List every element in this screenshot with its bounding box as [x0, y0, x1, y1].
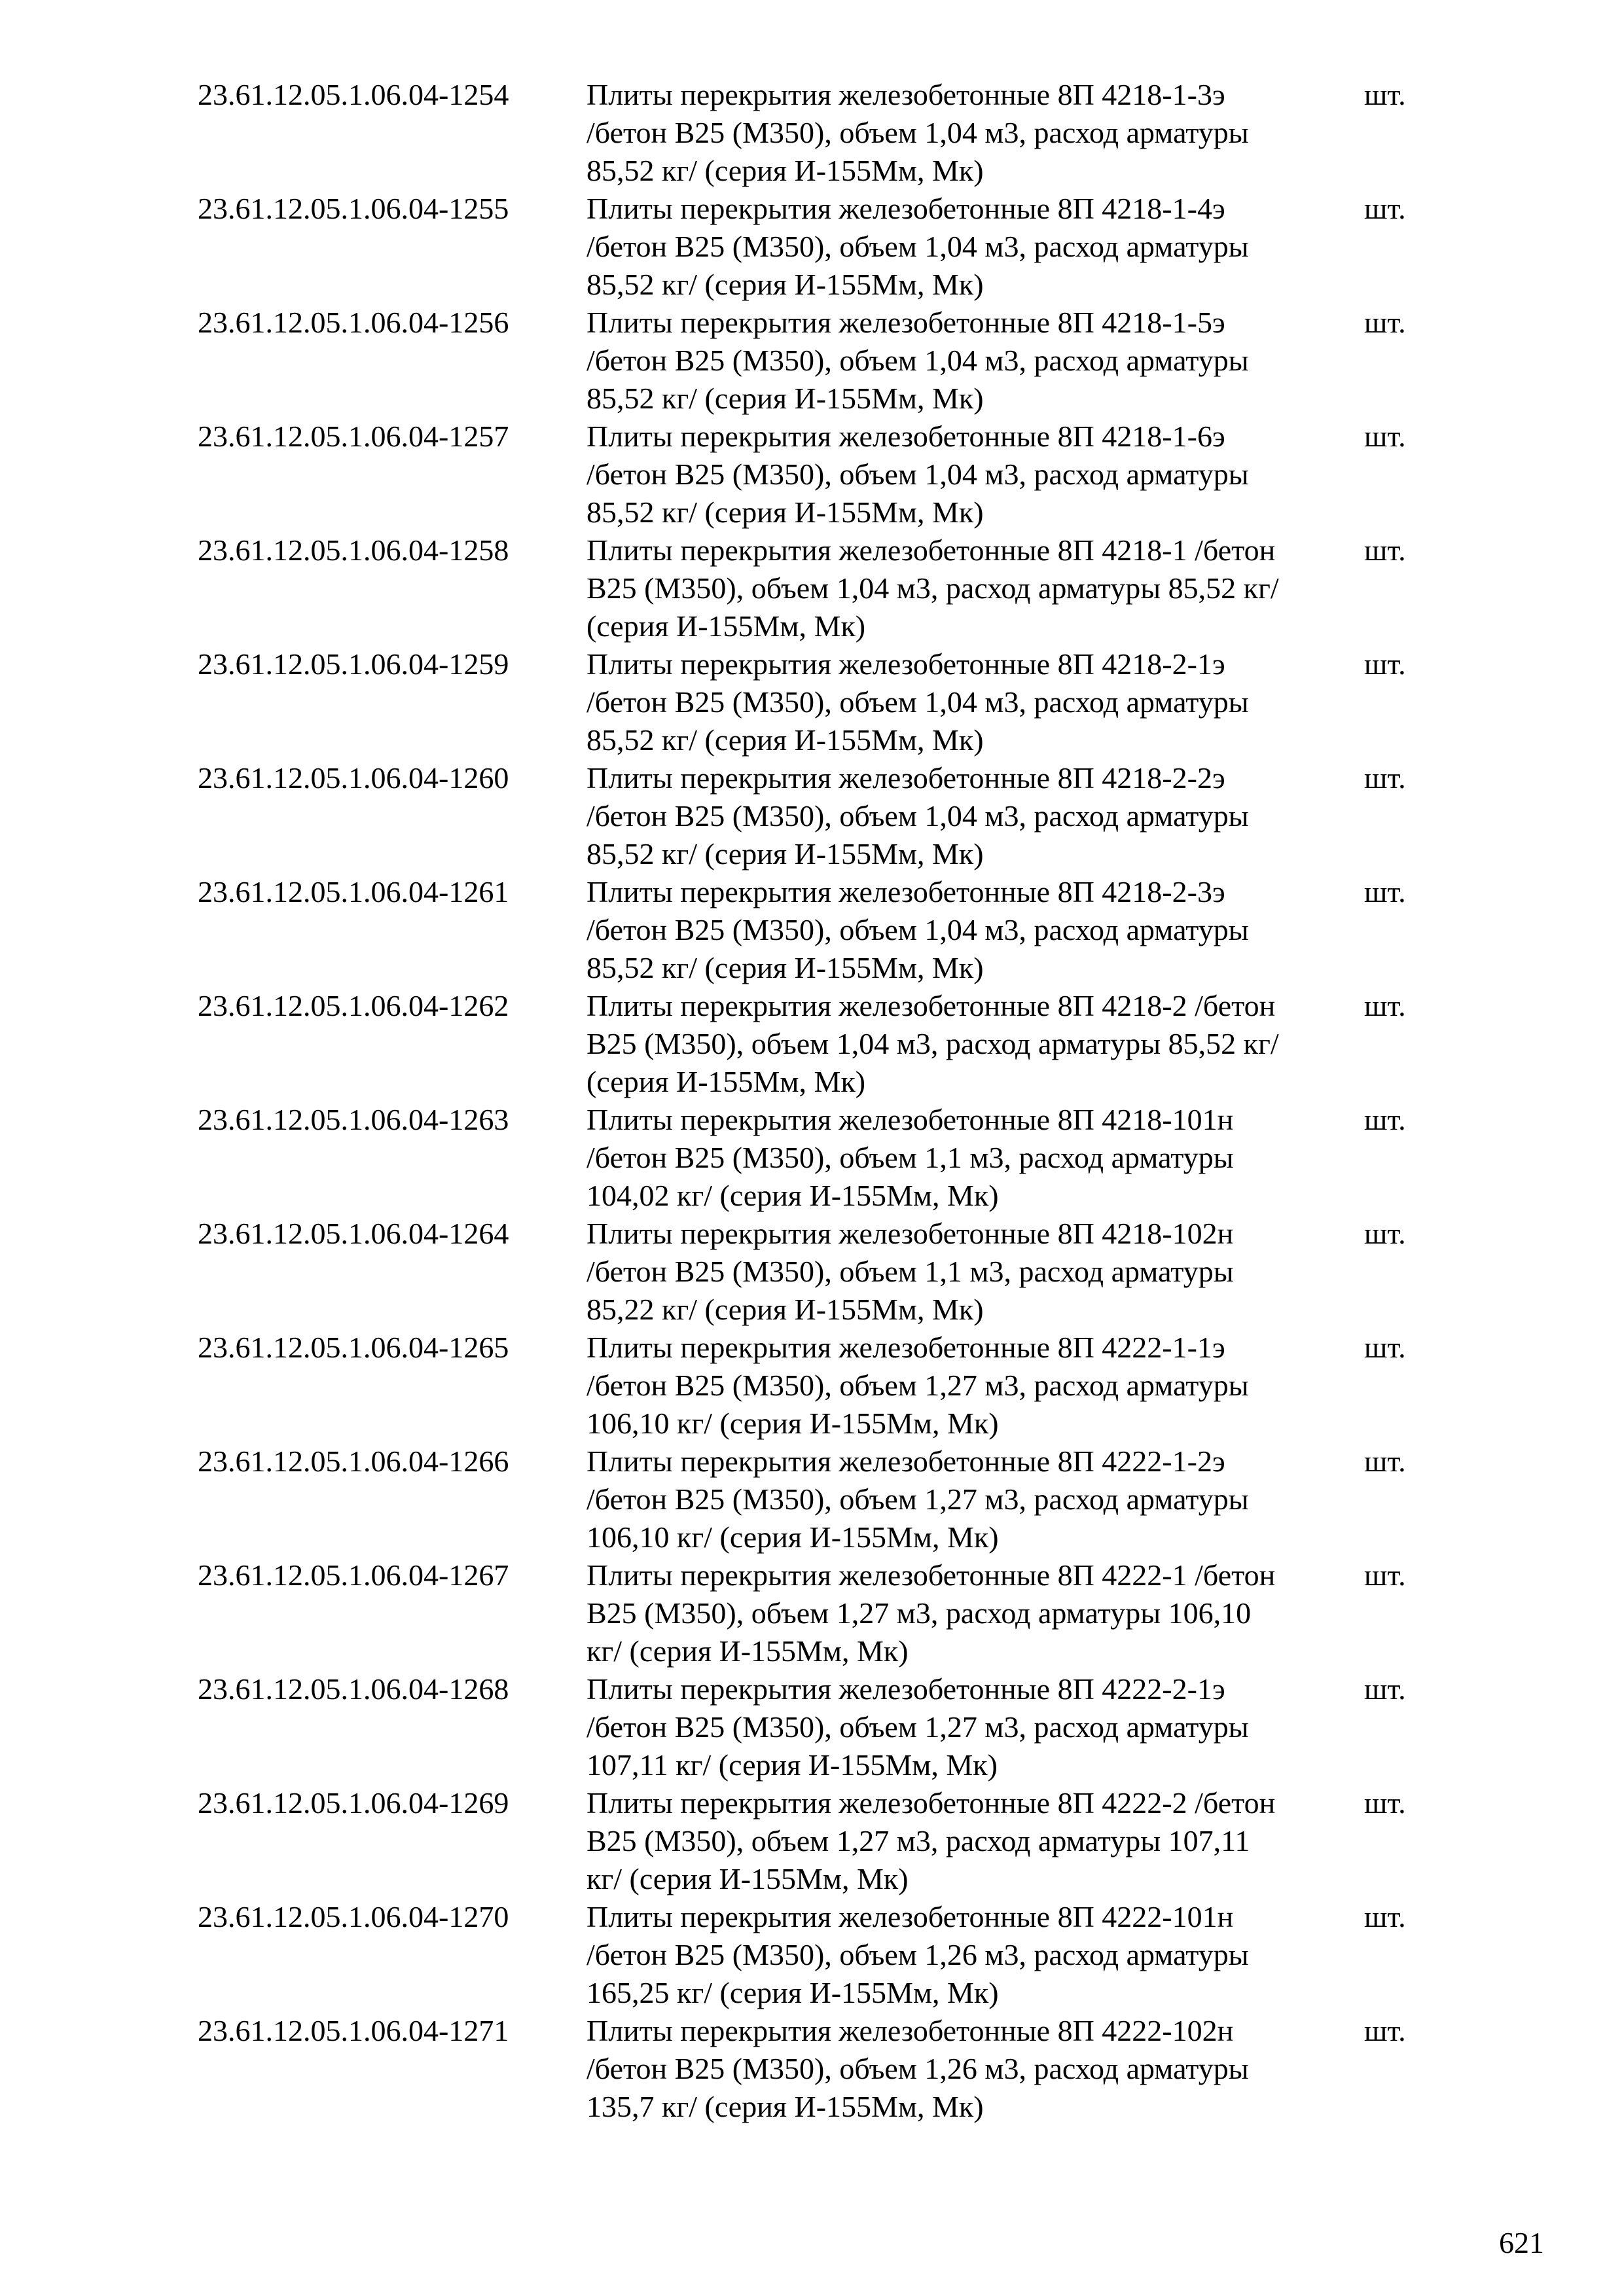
description-line: 85,22 кг/ (серия И-155Мм, Мк) — [586, 1293, 984, 1326]
unit-of-measure: шт. — [1364, 875, 1406, 908]
table-row — [0, 1670, 1624, 1784]
table-row — [0, 987, 1624, 1101]
description-line: Плиты перекрытия железобетонные 8П 4222-1 /бетон — [586, 1558, 1276, 1592]
resource-code: 23.61.12.05.1.06.04-1269 — [198, 1786, 509, 1820]
description-line: 106,10 кг/ (серия И-155Мм, Мк) — [586, 1520, 999, 1554]
resource-description — [586, 531, 1359, 645]
description-line: Плиты перекрытия железобетонные 8П 4222-2-1э — [586, 1672, 1225, 1706]
table-row — [0, 418, 1624, 531]
resource-description — [586, 759, 1359, 873]
resource-description — [586, 1443, 1359, 1556]
description-line: Плиты перекрытия железобетонные 8П 4218-2-1э — [586, 647, 1225, 681]
table-row — [0, 1443, 1624, 1556]
description-line: Плиты перекрытия железобетонные 8П 4218-2 /бетон — [586, 989, 1276, 1022]
table-row — [0, 1898, 1624, 2012]
table-row — [0, 1101, 1624, 1215]
unit-of-measure: шт. — [1364, 1331, 1406, 1364]
description-line: В25 (М350), объем 1,04 м3, расход арматуры 85,52 кг/ — [586, 571, 1279, 605]
table-row — [0, 76, 1624, 190]
description-line: /бетон В25 (М350), объем 1,04 м3, расход арматуры — [586, 913, 1249, 946]
description-line: Плиты перекрытия железобетонные 8П 4218-1-4э — [586, 192, 1225, 225]
description-line: 106,10 кг/ (серия И-155Мм, Мк) — [586, 1407, 999, 1440]
unit-of-measure: шт. — [1364, 1444, 1406, 1478]
table-row — [0, 1556, 1624, 1670]
description-line: Плиты перекрытия железобетонные 8П 4218-1 /бетон — [586, 533, 1276, 567]
resource-code: 23.61.12.05.1.06.04-1259 — [198, 647, 509, 681]
resource-description — [586, 190, 1359, 304]
description-line: /бетон В25 (М350), объем 1,04 м3, расход арматуры — [586, 344, 1249, 377]
description-line: /бетон В25 (М350), объем 1,04 м3, расход арматуры — [586, 685, 1249, 719]
description-line: В25 (М350), объем 1,27 м3, расход арматуры 106,10 — [586, 1596, 1252, 1630]
resource-code: 23.61.12.05.1.06.04-1271 — [198, 2014, 509, 2047]
unit-of-measure: шт. — [1364, 647, 1406, 681]
description-line: 85,52 кг/ (серия И-155Мм, Мк) — [586, 951, 984, 984]
table-row — [0, 304, 1624, 418]
unit-of-measure: шт. — [1364, 1900, 1406, 1933]
resource-description — [586, 1898, 1359, 2012]
resource-description — [586, 2012, 1359, 2126]
description-line: Плиты перекрытия железобетонные 8П 4218-1-3э — [586, 78, 1225, 111]
description-line: (серия И-155Мм, Мк) — [586, 609, 866, 643]
description-line: 107,11 кг/ (серия И-155Мм, Мк) — [586, 1748, 998, 1782]
resource-description — [586, 76, 1359, 190]
resource-code: 23.61.12.05.1.06.04-1255 — [198, 192, 509, 225]
table-row — [0, 645, 1624, 759]
resource-code: 23.61.12.05.1.06.04-1262 — [198, 989, 509, 1022]
resource-description — [586, 1784, 1359, 1898]
description-line: /бетон В25 (М350), объем 1,27 м3, расход арматуры — [586, 1369, 1249, 1402]
resource-description — [586, 1215, 1359, 1329]
description-line: 85,52 кг/ (серия И-155Мм, Мк) — [586, 495, 984, 529]
description-line: Плиты перекрытия железобетонные 8П 4218-102н — [586, 1217, 1234, 1250]
resource-description — [586, 304, 1359, 418]
description-line: В25 (М350), объем 1,27 м3, расход арматуры 107,11 — [586, 1824, 1250, 1857]
price-table — [0, 76, 1624, 2126]
unit-of-measure: шт. — [1364, 192, 1406, 225]
unit-of-measure: шт. — [1364, 989, 1406, 1022]
unit-of-measure: шт. — [1364, 78, 1406, 111]
resource-code: 23.61.12.05.1.06.04-1254 — [198, 78, 509, 111]
description-line: Плиты перекрытия железобетонные 8П 4218-101н — [586, 1103, 1234, 1136]
table-row — [0, 1215, 1624, 1329]
description-line: Плиты перекрытия железобетонные 8П 4222-2 /бетон — [586, 1786, 1276, 1820]
resource-description — [586, 645, 1359, 759]
resource-code: 23.61.12.05.1.06.04-1261 — [198, 875, 509, 908]
description-line: /бетон В25 (М350), объем 1,04 м3, расход арматуры — [586, 116, 1249, 149]
resource-code: 23.61.12.05.1.06.04-1257 — [198, 420, 509, 453]
unit-of-measure: шт. — [1364, 306, 1406, 339]
description-line: Плиты перекрытия железобетонные 8П 4218-2-2э — [586, 761, 1225, 795]
description-line: /бетон В25 (М350), объем 1,1 м3, расход арматуры — [586, 1141, 1234, 1174]
description-line: Плиты перекрытия железобетонные 8П 4222-101н — [586, 1900, 1234, 1933]
description-line: Плиты перекрытия железобетонные 8П 4222-1-1э — [586, 1331, 1225, 1364]
description-line: 165,25 кг/ (серия И-155Мм, Мк) — [586, 1976, 999, 2009]
resource-code: 23.61.12.05.1.06.04-1268 — [198, 1672, 509, 1706]
resource-description — [586, 1670, 1359, 1784]
resource-code: 23.61.12.05.1.06.04-1270 — [198, 1900, 509, 1933]
resource-description — [586, 873, 1359, 987]
description-line: Плиты перекрытия железобетонные 8П 4222-102н — [586, 2014, 1234, 2047]
unit-of-measure: шт. — [1364, 1672, 1406, 1706]
resource-description — [586, 418, 1359, 531]
description-line: кг/ (серия И-155Мм, Мк) — [586, 1634, 909, 1668]
unit-of-measure: шт. — [1364, 761, 1406, 795]
description-line: /бетон В25 (М350), объем 1,04 м3, расход арматуры — [586, 230, 1249, 263]
resource-code: 23.61.12.05.1.06.04-1266 — [198, 1444, 509, 1478]
description-line: /бетон В25 (М350), объем 1,27 м3, расход арматуры — [586, 1710, 1249, 1744]
resource-description — [586, 1329, 1359, 1443]
resource-code: 23.61.12.05.1.06.04-1263 — [198, 1103, 509, 1136]
description-line: /бетон В25 (М350), объем 1,04 м3, расход арматуры — [586, 799, 1249, 833]
description-line: /бетон В25 (М350), объем 1,1 м3, расход арматуры — [586, 1255, 1234, 1288]
resource-code: 23.61.12.05.1.06.04-1265 — [198, 1331, 509, 1364]
description-line: /бетон В25 (М350), объем 1,26 м3, расход арматуры — [586, 1938, 1249, 1971]
unit-of-measure: шт. — [1364, 420, 1406, 453]
description-line: Плиты перекрытия железобетонные 8П 4222-1-2э — [586, 1444, 1225, 1478]
unit-of-measure: шт. — [1364, 1103, 1406, 1136]
table-row — [0, 2012, 1624, 2126]
description-line: /бетон В25 (М350), объем 1,26 м3, расход арматуры — [586, 2052, 1249, 2085]
resource-code: 23.61.12.05.1.06.04-1260 — [198, 761, 509, 795]
description-line: /бетон В25 (М350), объем 1,04 м3, расход арматуры — [586, 457, 1249, 491]
description-line: кг/ (серия И-155Мм, Мк) — [586, 1862, 909, 1895]
resource-code: 23.61.12.05.1.06.04-1264 — [198, 1217, 509, 1250]
unit-of-measure: шт. — [1364, 1786, 1406, 1820]
resource-description — [586, 1556, 1359, 1670]
description-line: В25 (М350), объем 1,04 м3, расход арматуры 85,52 кг/ — [586, 1027, 1279, 1060]
description-line: 85,52 кг/ (серия И-155Мм, Мк) — [586, 723, 984, 757]
description-line: 85,52 кг/ (серия И-155Мм, Мк) — [586, 154, 984, 187]
description-line: 104,02 кг/ (серия И-155Мм, Мк) — [586, 1179, 999, 1212]
table-row — [0, 1329, 1624, 1443]
description-line: /бетон В25 (М350), объем 1,27 м3, расход арматуры — [586, 1482, 1249, 1516]
table-row — [0, 531, 1624, 645]
description-line: Плиты перекрытия железобетонные 8П 4218-1-5э — [586, 306, 1225, 339]
unit-of-measure: шт. — [1364, 1217, 1406, 1250]
page-number: 621 — [1499, 2226, 1544, 2259]
unit-of-measure: шт. — [1364, 533, 1406, 567]
table-row — [0, 190, 1624, 304]
table-row — [0, 1784, 1624, 1898]
resource-code: 23.61.12.05.1.06.04-1256 — [198, 306, 509, 339]
description-line: (серия И-155Мм, Мк) — [586, 1065, 866, 1098]
resource-code: 23.61.12.05.1.06.04-1258 — [198, 533, 509, 567]
table-row — [0, 759, 1624, 873]
description-line: Плиты перекрытия железобетонные 8П 4218-1-6э — [586, 420, 1225, 453]
unit-of-measure: шт. — [1364, 2014, 1406, 2047]
description-line: 135,7 кг/ (серия И-155Мм, Мк) — [586, 2090, 984, 2123]
resource-description — [586, 987, 1359, 1101]
unit-of-measure: шт. — [1364, 1558, 1406, 1592]
table-row — [0, 873, 1624, 987]
resource-description — [586, 1101, 1359, 1215]
description-line: 85,52 кг/ (серия И-155Мм, Мк) — [586, 268, 984, 301]
description-line: 85,52 кг/ (серия И-155Мм, Мк) — [586, 837, 984, 870]
description-line: Плиты перекрытия железобетонные 8П 4218-2-3э — [586, 875, 1225, 908]
resource-code: 23.61.12.05.1.06.04-1267 — [198, 1558, 509, 1592]
description-line: 85,52 кг/ (серия И-155Мм, Мк) — [586, 382, 984, 415]
